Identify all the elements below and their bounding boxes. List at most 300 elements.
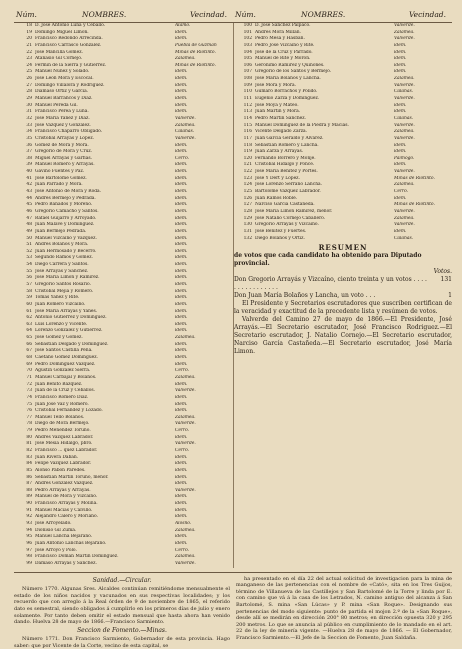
- voter-number: 73: [26, 388, 32, 394]
- voter-vecindad: idem.: [175, 355, 188, 361]
- voter-vecindad: idem.: [175, 461, 188, 467]
- voter-row: [14, 202, 233, 209]
- voter-row: [14, 461, 233, 468]
- voter-row: [14, 83, 233, 90]
- voter-name: Pedro Dominguez Vazquez.: [35, 361, 96, 367]
- voter-number: 107: [243, 69, 252, 75]
- voter-row: [14, 528, 233, 535]
- voter-vecindad: idem.: [175, 295, 188, 301]
- right-column: [233, 23, 452, 568]
- voter-vecindad: idem.: [394, 69, 407, 75]
- voter-number: 39: [26, 162, 32, 168]
- voter-vecindad: Paimogo.: [394, 155, 415, 161]
- voter-number: 28: [26, 89, 32, 95]
- voter-vecindad: Zalamea.: [394, 182, 415, 188]
- voter-name: Gregorio Camacho y Santos.: [35, 208, 99, 214]
- voter-number: 48: [26, 222, 32, 228]
- voter-name: Agustin Gonzalez Sierra.: [35, 368, 91, 374]
- voter-vecindad: Valverde.: [394, 96, 415, 102]
- voter-name: José Benítez y Fuertes.: [255, 228, 307, 234]
- voter-number: 108: [243, 76, 252, 82]
- voter-number: 61: [26, 308, 32, 314]
- voter-name: Juan Rivera Dabán.: [35, 454, 79, 460]
- voter-name: Francisco Redondo Arrecinda.: [35, 36, 103, 42]
- voter-vecindad: idem.: [175, 321, 188, 327]
- voter-number: 81: [26, 441, 32, 447]
- voter-number: 46: [26, 208, 32, 214]
- voter-vecindad: Cerro.: [394, 189, 409, 195]
- voter-row: [14, 23, 233, 30]
- voter-vecindad: Zalamea.: [394, 129, 415, 135]
- voter-row: [14, 156, 233, 163]
- voter-vecindad: idem.: [175, 341, 188, 347]
- voter-name: Alejandro Calero y Moriano.: [35, 514, 98, 520]
- voter-row: [234, 229, 452, 236]
- voter-vecindad: idem.: [175, 467, 188, 473]
- voter-name: Manuel de Mora y Vizcaíno.: [35, 494, 98, 500]
- voter-vecindad: idem.: [175, 534, 188, 540]
- vote-count: 131: [440, 276, 452, 284]
- vote-line: [234, 292, 452, 300]
- voter-number: 126: [243, 195, 252, 201]
- voter-row: [14, 282, 233, 289]
- voter-row: [234, 216, 452, 223]
- header-num: Núm.: [235, 10, 256, 19]
- voter-number: 63: [26, 321, 32, 327]
- sanidad-title: Sanidad.—Circular.: [92, 576, 152, 584]
- voter-row: [14, 548, 233, 555]
- voter-vecindad: Cerro.: [175, 368, 190, 374]
- voter-number: 60: [26, 301, 32, 307]
- voter-row: [234, 83, 452, 90]
- voter-number: 123: [243, 175, 252, 181]
- voter-vecindad: idem.: [175, 394, 188, 400]
- voter-number: 130: [243, 222, 252, 228]
- voter-name: José Arroyelado.: [35, 521, 72, 527]
- voter-row: [14, 415, 233, 422]
- voter-row: [234, 23, 452, 30]
- voter-vecindad: idem.: [394, 62, 407, 68]
- voter-vecindad: Zalamea.: [175, 554, 196, 560]
- voter-name: Andrés Vazquez Labrador.: [35, 434, 94, 440]
- voter-number: 83: [26, 454, 32, 460]
- voter-number: 37: [26, 149, 32, 155]
- voter-row: [234, 69, 452, 76]
- voter-row: [234, 89, 452, 96]
- voter-vecindad: idem.: [394, 142, 407, 148]
- voter-row: [14, 255, 233, 262]
- voter-name: Pedro Mesa y Hasban.: [255, 36, 305, 42]
- voter-name: Antonio Gutierrez y Dominguez.: [35, 315, 107, 321]
- voter-number: 96: [26, 540, 32, 546]
- voter-name: José Natalio Cornejo Caballero.: [255, 215, 326, 221]
- voter-name: Juan Romero Vizcaíno.: [35, 301, 86, 307]
- voter-name: Andrés Bolaños y Mora.: [35, 242, 89, 248]
- voter-number: 97: [26, 547, 32, 553]
- voter-number: 58: [26, 288, 32, 294]
- voter-name: Diamaso Ortiz y García.: [35, 89, 89, 95]
- voter-row: [14, 382, 233, 389]
- voter-number: 82: [26, 448, 32, 453]
- voter-number: 43: [26, 189, 32, 195]
- voter-name: Tomás Yañez y Rite.: [35, 295, 80, 301]
- voter-row: [14, 302, 233, 309]
- voter-vecindad: Alamo.: [175, 23, 191, 28]
- voter-vecindad: idem.: [394, 195, 407, 201]
- voter-row: [234, 176, 452, 183]
- voter-row: [14, 236, 233, 243]
- voter-name: Segundo Ramos y Gomez.: [35, 255, 93, 261]
- voter-vecindad: idem.: [175, 454, 188, 460]
- voter-vecindad: idem.: [175, 268, 188, 274]
- voter-name: José Bartolomé Gómez.: [35, 175, 87, 181]
- voter-vecindad: idem.: [175, 315, 188, 321]
- voter-number: 111: [243, 96, 252, 102]
- voter-row: [14, 43, 233, 50]
- voter-row: [14, 162, 233, 169]
- bottom-left-section: [14, 576, 230, 649]
- voter-number: 20: [26, 36, 32, 42]
- voter-number: 21: [26, 42, 32, 48]
- voter-row: [234, 182, 452, 189]
- voter-number: 18: [26, 23, 32, 28]
- voter-vecindad: idem.: [175, 255, 188, 261]
- voter-number: 122: [243, 169, 252, 175]
- sanidad-text: Número 1770. Algunas Sres. Alcaldes continúan remitiéndome mensualmente el estado de los niños nacidos y vacunados en sus respectivas localidades; y los recuerdo que con arreglo á la Real órden de 9 de noviembre de 1865, el referido dato es semestral, siendo obligados á cumplirlo en los primeros días de julio y enero solamente. Por tanto deben omitir el estado mensual que hasta ahora han venido dando. Huelva 28 de mayo de 1866.—Francisco Sarmiento.: [14, 586, 230, 626]
- voter-name: Rafael Guijarro y Arroyado.: [35, 215, 97, 221]
- voter-vecindad: Valverde.: [175, 487, 196, 493]
- voter-name: José Moya y Mateo.: [255, 102, 299, 108]
- voter-row: [14, 468, 233, 475]
- voter-name: Manuel Romero y Arrayás.: [35, 162, 95, 168]
- voter-name: Sebastian Romero y Lancha.: [255, 142, 319, 148]
- voter-number: 35: [26, 135, 32, 141]
- voter-number: 25: [26, 69, 32, 75]
- voter-row: [14, 309, 233, 316]
- voter-vecindad: Minas de Riotinto.: [394, 202, 435, 208]
- voter-row: [14, 322, 233, 329]
- voter-name: José Mora y Mora.: [255, 82, 297, 88]
- resumen-intro: de votos que cada candidato ha obtenido para Diputado provincial.: [234, 252, 422, 268]
- voter-vecindad: Zalamea.: [394, 29, 415, 35]
- header-vecindad: Vecindad.: [189, 10, 227, 19]
- voter-row: [234, 76, 452, 83]
- voter-number: 119: [243, 149, 252, 155]
- voter-row: [14, 116, 233, 123]
- voter-name: Diego de Mora Bermejo.: [35, 421, 90, 427]
- voter-row: [14, 421, 233, 428]
- voter-name: José Mancilla Gómez.: [35, 49, 83, 55]
- voter-number: 104: [243, 49, 252, 55]
- voter-name: José Vazquez y Gonzalez.: [35, 122, 91, 128]
- voter-vecindad: Minas de Riotinto.: [175, 49, 216, 55]
- vote-count: 1: [448, 292, 452, 300]
- voter-number: 132: [243, 235, 252, 241]
- voter-row: [234, 50, 452, 57]
- section-divider: [14, 572, 452, 573]
- voter-row: [14, 368, 233, 375]
- voter-name: Manuel Tello Bolaños.: [35, 414, 85, 420]
- voter-number: 70: [26, 368, 32, 374]
- header-vecindad: Vecindad.: [408, 10, 446, 19]
- voter-vecindad: idem.: [175, 182, 188, 188]
- voter-name: José Y Dert y Lopez.: [255, 175, 300, 181]
- voter-name: Domingo Villalora y Rodriguez.: [35, 82, 105, 88]
- voter-number: 59: [26, 295, 32, 301]
- voter-name: Pedro José Vizcaíno y Rite.: [255, 42, 315, 48]
- voter-row: [14, 196, 233, 203]
- voter-name: Manuel Lancha Bejarano.: [35, 534, 93, 540]
- voter-number: 66: [26, 341, 32, 347]
- voter-vecindad: Valverde.: [394, 208, 415, 214]
- voter-list-right: [234, 23, 452, 242]
- voter-number: 51: [26, 242, 32, 248]
- voter-vecindad: idem.: [175, 169, 188, 175]
- voter-row: [14, 554, 233, 561]
- gazette-page: [14, 10, 452, 649]
- voter-name: José Arrayás y Sanchez.: [35, 268, 89, 274]
- voter-name: Juan Parrado y Mora.: [35, 182, 83, 188]
- voter-row: [14, 149, 233, 156]
- voter-vecindad: Valverde.: [394, 169, 415, 175]
- voter-row: [14, 289, 233, 296]
- voter-list-left: [14, 23, 233, 568]
- voter-vecindad: Valverde.: [175, 560, 196, 566]
- voter-number: 77: [26, 414, 32, 420]
- voter-name: Juan García Geraldo y Alvarez.: [255, 135, 324, 141]
- voter-number: 52: [26, 248, 32, 254]
- voter-row: [14, 448, 233, 455]
- voter-row: [14, 169, 233, 176]
- voter-name: Andrés Bermejo y Pedrada.: [35, 195, 96, 201]
- voter-vecindad: idem.: [175, 228, 188, 234]
- voter-row: [14, 501, 233, 508]
- voter-vecindad: Calañas.: [175, 129, 195, 135]
- voter-row: [234, 202, 452, 209]
- voter-row: [14, 328, 233, 335]
- voter-name: Narciso García Castañeda.: [255, 202, 315, 208]
- voter-row: [14, 269, 233, 276]
- mining-notice-text: ha presentado en el día 22 del actual solicitud de investigacion para la mina de manganeso de las pertenencias con el nombre de «Cató», sita en los Tres Guijos, término de Villanueva de las Castillejos y San Bartolomé de la Torre y linda por E. con camino que vá á la casa de los Letrados, N. camino antiguo del alcanza á San Bartolomé, S. mina «San Lúcas» y P. mina «San Roque». Designando sus pertenencias del modo siguiente: punto de partida el mojon 2.º de la «San Roque», desde allí se medirán en dirección 200° 80 metros; en dirección opuesta 320 y 295 200 metros. Lo que se anuncia al público en cumplimiento de lo mandado en el art. 22 de la ley de minería vigente. —Huelva 28 de mayo de 1866. — El Gobernador, Francisco Sarmiento.—El Jefe de la Seccion de Fomento, Juan Saldaña.: [236, 575, 452, 641]
- voter-vecindad: idem.: [175, 82, 188, 88]
- voter-number: 75: [26, 401, 32, 407]
- voter-row: [14, 375, 233, 382]
- voter-row: [234, 189, 452, 196]
- voter-number: 120: [243, 155, 252, 161]
- voter-vecindad: idem.: [175, 36, 188, 42]
- voter-vecindad: Minas de Riotinto.: [394, 175, 435, 181]
- voter-name: Pedro Bañados y Moreno.: [35, 202, 93, 208]
- voter-name: Juan Bermejo Pedrada.: [35, 228, 87, 234]
- voter-number: 87: [26, 481, 32, 487]
- voter-vecindad: Cerro.: [175, 448, 190, 453]
- voter-name: José María Limon y Ramirez.: [35, 275, 100, 281]
- voter-vecindad: Valverde.: [394, 82, 415, 88]
- voter-name: Vicente Delgado Zarza.: [255, 129, 308, 135]
- voter-row: [14, 216, 233, 223]
- voter-vecindad: idem.: [175, 195, 188, 201]
- voter-name: Gerónimo Ramirez y Quiñones.: [255, 62, 325, 68]
- voter-number: 40: [26, 169, 32, 175]
- voter-vecindad: Calañas.: [394, 89, 414, 95]
- voter-vecindad: Minas de Riotinto.: [175, 62, 216, 68]
- voter-vecindad: Zalamea.: [175, 414, 196, 420]
- voter-row: [234, 136, 452, 143]
- voter-name: José Gómez y Gomez.: [35, 335, 83, 341]
- voter-row: [14, 63, 233, 70]
- voter-name: José Mesía Hidalgo, pbro.: [35, 441, 93, 447]
- voter-name: Gregorio Arrayás y Vizcaíno.: [255, 222, 319, 228]
- voter-number: 62: [26, 315, 32, 321]
- voter-row: [14, 335, 233, 342]
- voter-vecindad: Cerro.: [175, 428, 190, 434]
- voter-number: 115: [243, 122, 252, 128]
- voter-number: 100: [243, 23, 252, 28]
- voter-name: Francisco Perea y Luna.: [35, 109, 89, 115]
- voter-row: [14, 176, 233, 183]
- voter-vecindad: idem.: [175, 301, 188, 307]
- voter-row: [14, 514, 233, 521]
- voter-number: 22: [26, 49, 32, 55]
- voter-vecindad: idem.: [175, 142, 188, 148]
- voter-name: Gómez de Mora y Mora.: [35, 142, 89, 148]
- bottom-sections: [14, 576, 452, 649]
- vote-lines: [234, 276, 452, 300]
- voter-row: [14, 441, 233, 448]
- voter-number: 54: [26, 262, 32, 268]
- voter-number: 76: [26, 408, 32, 414]
- voter-name: Cristóbal Mejía y Romero.: [35, 288, 94, 294]
- voter-vecindad: idem.: [394, 42, 407, 48]
- voter-number: 57: [26, 281, 32, 287]
- voter-name: Francisco Arrayás y Molina.: [35, 501, 98, 507]
- voter-number: 109: [243, 82, 252, 88]
- vote-line: [234, 276, 452, 292]
- voter-number: 49: [26, 228, 32, 234]
- voter-row: [234, 56, 452, 63]
- voter-vecindad: idem.: [394, 102, 407, 108]
- voter-row: [14, 36, 233, 43]
- voter-row: [14, 275, 233, 282]
- voter-name: Francisco Carrasco Gonzalez.: [35, 42, 102, 48]
- voter-row: [14, 561, 233, 568]
- voter-number: 110: [243, 89, 252, 95]
- voter-row: [14, 355, 233, 362]
- voter-name: Juan de la Cruz y Ceballos.: [35, 388, 96, 394]
- voter-vecindad: Calañas.: [394, 115, 414, 121]
- voter-name: Luis Lorenzo y Vicente.: [35, 321, 88, 327]
- voter-vecindad: idem.: [175, 474, 188, 480]
- voter-row: [14, 481, 233, 488]
- voter-row: [14, 136, 233, 143]
- voter-number: 67: [26, 348, 32, 354]
- voter-vecindad: idem.: [175, 69, 188, 75]
- bottom-right-section: [236, 576, 452, 649]
- voter-number: 117: [243, 135, 252, 141]
- voter-vecindad: idem.: [175, 408, 188, 414]
- voter-row: [234, 129, 452, 136]
- voter-name: José Lorenzo Serrano Lancha.: [255, 182, 323, 188]
- column-headers: [14, 10, 452, 23]
- voter-name: José Santos Castilla Peña.: [35, 348, 93, 354]
- voter-name: Manuel Barrancos y Diaz.: [35, 96, 93, 102]
- voter-vecindad: idem.: [175, 96, 188, 102]
- voter-number: 33: [26, 122, 32, 128]
- voter-name: Gaviño Fuentes y Paz.: [35, 169, 85, 175]
- voter-name: Gumaro Borrachos y Polido.: [255, 89, 318, 95]
- voter-number: 27: [26, 82, 32, 88]
- voter-name: Juan Martín y Mora.: [255, 109, 301, 115]
- voter-number: 128: [243, 208, 252, 214]
- voter-vecindad: idem.: [175, 149, 188, 155]
- voter-name: Juan José Vaz y Romero.: [35, 401, 89, 407]
- voter-name: Francisco ... quez Labrador.: [35, 448, 98, 453]
- voter-name: Cristóbal Arrayás y Lopez.: [35, 135, 95, 141]
- voter-number: 105: [243, 56, 252, 62]
- voter-number: 92: [26, 514, 32, 520]
- voter-row: [234, 123, 452, 130]
- voter-name: Sebastian Martin Toruno, menor.: [35, 474, 109, 480]
- voter-name: Francisco Chaparro Obligado.: [35, 129, 103, 135]
- voter-number: 121: [243, 162, 252, 168]
- resumen-section: [234, 244, 452, 356]
- voter-vecindad: Valverde.: [175, 441, 196, 447]
- voter-row: [14, 402, 233, 409]
- voter-row: [14, 89, 233, 96]
- voter-row: [14, 494, 233, 501]
- voter-vecindad: Zalamea.: [175, 374, 196, 380]
- voter-name: Manuel Pereda Gil.: [35, 102, 78, 108]
- voter-vecindad: idem.: [175, 540, 188, 546]
- voter-name: Pedro Menendez Toruño.: [35, 428, 91, 434]
- voter-vecindad: idem.: [175, 109, 188, 115]
- voter-name: Manuel Carbajal y Bolaños.: [35, 374, 97, 380]
- voter-vecindad: idem.: [175, 308, 188, 314]
- voter-name: Manuel Dominguez de la Piedra y Macías.: [255, 122, 349, 128]
- voter-vecindad: idem.: [175, 501, 188, 507]
- voter-row: [234, 169, 452, 176]
- voter-number: 38: [26, 155, 32, 161]
- voter-vecindad: idem.: [175, 102, 188, 108]
- voter-row: [14, 76, 233, 83]
- voter-number: 74: [26, 394, 32, 400]
- voter-row: [14, 295, 233, 302]
- voter-vecindad: idem.: [394, 56, 407, 62]
- voter-vecindad: idem.: [175, 215, 188, 221]
- voter-row: [14, 129, 233, 136]
- voter-name: José Antonio de Mora y Roda.: [35, 189, 102, 195]
- voter-number: 23: [26, 56, 32, 62]
- voter-name: Manuel de Rite y Morón.: [255, 56, 311, 62]
- voter-number: 72: [26, 381, 32, 387]
- voter-number: 93: [26, 521, 32, 527]
- voter-row: [14, 342, 233, 349]
- voter-row: [14, 362, 233, 369]
- voter-name: Juan Benito Bazquez.: [35, 381, 83, 387]
- voter-name: Juan Antonio Lanchas Bejarano.: [35, 540, 107, 546]
- voter-vecindad: Cerro.: [175, 547, 190, 553]
- voter-row: [14, 30, 233, 37]
- voter-name: Diego Carrera y Santos.: [35, 262, 89, 268]
- voter-vecindad: idem.: [175, 248, 188, 254]
- voter-row: [14, 103, 233, 110]
- voter-name: José María Benítez y Portes.: [255, 169, 318, 175]
- voter-vecindad: Valverde.: [394, 36, 415, 42]
- voter-number: 89: [26, 494, 32, 500]
- voter-row: [14, 428, 233, 435]
- voter-row: [14, 388, 233, 395]
- fomento-title: Seccion de Fomento.—Minas.: [77, 626, 167, 634]
